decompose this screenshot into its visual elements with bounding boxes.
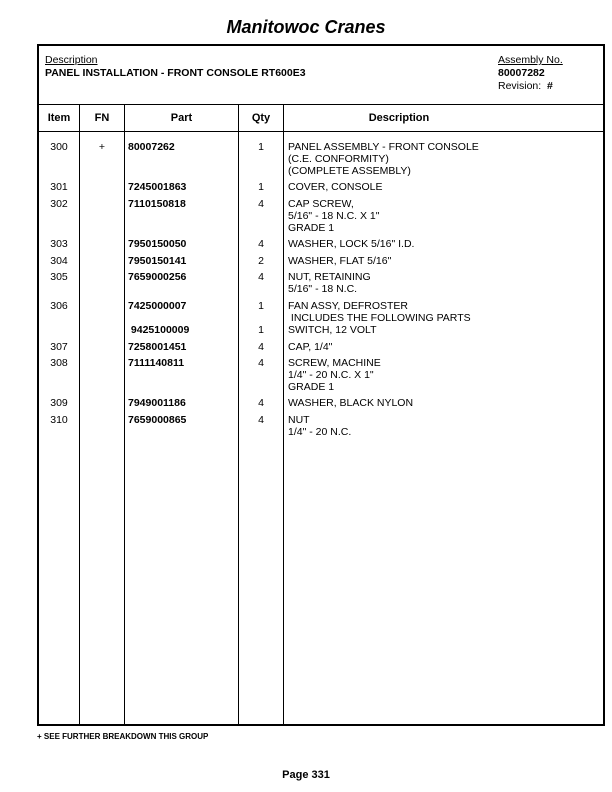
description-line: NUT, RETAINING [288,271,371,283]
description-line: WASHER, FLAT 5/16" [288,255,392,267]
part-number: 7111140811 [128,357,185,369]
item-number: 300 [50,141,68,153]
description-line: 1/4" - 20 N.C. X 1" [288,369,374,381]
column-header-item: Item [47,112,71,124]
part-number: 7950150141 [128,255,187,267]
description-line: 5/16" - 18 N.C. [288,283,358,295]
column-header-description: Description [368,112,430,124]
part-description [288,141,603,177]
part-description [288,238,603,250]
part-number: 7245001863 [128,181,187,193]
description-line: 1/4" - 20 N.C. [288,426,352,438]
item-number: 310 [50,414,68,426]
part-number: 7258001451 [128,341,187,353]
fn-marker: + [98,141,106,153]
item-number: 307 [50,341,68,353]
brand-title: Manitowoc Cranes [226,17,386,37]
quantity: 1 [258,141,264,153]
description-line: FAN ASSY, DEFROSTER [288,300,409,312]
column-divider [124,104,125,724]
description-line: WASHER, BLACK NYLON [288,397,414,409]
part-description [288,181,603,193]
item-number: 302 [50,198,68,210]
part-number: 7659000256 [128,271,187,283]
quantity: 1 [258,324,264,336]
item-number: 301 [50,181,68,193]
column-header-qty: Qty [251,112,271,124]
quantity: 4 [258,341,264,353]
column-divider [79,104,80,724]
column-header-fn: FN [94,112,110,124]
part-description [288,324,603,336]
parts-table-frame [37,44,605,726]
item-number: 308 [50,357,68,369]
part-description [288,198,603,234]
part-description [288,271,603,295]
item-number: 306 [50,300,68,312]
part-description [288,300,603,324]
assembly-value: 80007282 [498,67,545,79]
assembly-header [39,46,603,105]
description-line: (COMPLETE ASSEMBLY) [288,165,411,177]
description-line: CAP SCREW, [288,198,354,210]
item-number: 303 [50,238,68,250]
part-number: 7949001186 [128,397,186,409]
quantity: 2 [258,255,264,267]
part-description [288,397,603,409]
description-line: SCREW, MACHINE [288,357,381,369]
revision-label: Revision: [498,80,542,92]
description-value: PANEL INSTALLATION - FRONT CONSOLE RT600E3 [45,67,306,79]
description-line: CAP, 1/4" [288,341,333,353]
part-number: 9425100009 [128,324,190,336]
part-description [288,341,603,353]
column-divider [283,104,284,724]
footnote: + SEE FURTHER BREAKDOWN THIS GROUP [37,732,209,741]
item-number: 305 [50,271,68,283]
description-line: COVER, CONSOLE [288,181,383,193]
part-number: 7950150050 [128,238,187,250]
description-line: PANEL ASSEMBLY - FRONT CONSOLE [288,141,479,153]
part-number: 80007262 [128,141,175,153]
description-label: Description [45,54,98,66]
part-description [288,255,603,267]
description-line: NUT [288,414,310,426]
column-header-part: Part [170,112,193,124]
quantity: 1 [258,181,264,193]
quantity: 4 [258,357,264,369]
item-number: 309 [50,397,68,409]
description-line: INCLUDES THE FOLLOWING PARTS [288,312,471,324]
part-number: 7110150818 [128,198,186,210]
revision-line [498,80,563,93]
description-line: SWITCH, 12 VOLT [288,324,377,336]
quantity: 4 [258,397,264,409]
description-line: WASHER, LOCK 5/16" I.D. [288,238,415,250]
quantity: 4 [258,271,264,283]
quantity: 4 [258,238,264,250]
revision-value: # [547,80,553,92]
part-description [288,357,603,393]
description-line: GRADE 1 [288,381,335,393]
part-number: 7425000007 [128,300,187,312]
description-line: GRADE 1 [288,222,335,234]
item-number: 304 [50,255,68,267]
quantity: 4 [258,198,264,210]
description-line: 5/16" - 18 N.C. X 1" [288,210,380,222]
assembly-label: Assembly No. [498,54,563,66]
quantity: 4 [258,414,264,426]
part-description [288,414,603,438]
description-line: (C.E. CONFORMITY) [288,153,389,165]
part-number: 7659000865 [128,414,187,426]
quantity: 1 [258,300,264,312]
page-number: Page 331 [282,769,330,781]
